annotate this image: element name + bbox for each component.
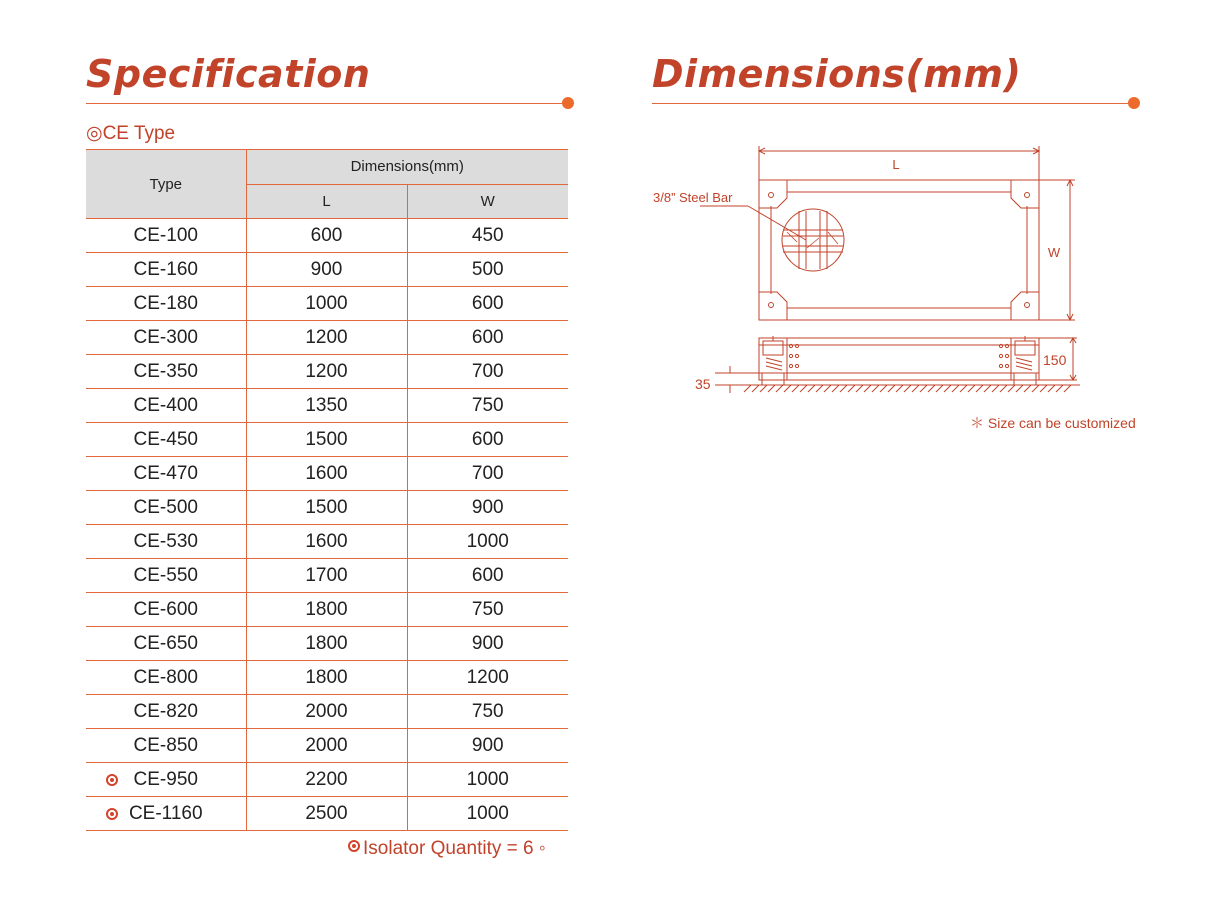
isolator-quantity-text: Isolator Quantity = 6 ◦ bbox=[363, 838, 546, 859]
width-cell: 750 bbox=[407, 593, 568, 627]
specification-title: Specification bbox=[86, 52, 371, 96]
clearance-label: 35 bbox=[695, 376, 711, 392]
width-cell: 900 bbox=[407, 627, 568, 661]
type-value: CE-650 bbox=[133, 632, 198, 654]
type-value: CE-550 bbox=[133, 564, 198, 586]
width-cell: 900 bbox=[407, 729, 568, 763]
length-cell: 1800 bbox=[246, 661, 407, 695]
width-cell: 600 bbox=[407, 559, 568, 593]
length-cell: 1350 bbox=[246, 389, 407, 423]
width-cell: 700 bbox=[407, 355, 568, 389]
width-cell: 700 bbox=[407, 457, 568, 491]
width-cell: 1000 bbox=[407, 797, 568, 831]
width-cell: 1000 bbox=[407, 525, 568, 559]
width-cell: 600 bbox=[407, 287, 568, 321]
steel-bar-label: 3/8” Steel Bar bbox=[653, 190, 733, 205]
table-subtitle: ◎CE Type bbox=[86, 123, 176, 144]
width-cell: 1000 bbox=[407, 763, 568, 797]
length-cell: 1200 bbox=[246, 355, 407, 389]
type-value: CE-180 bbox=[133, 292, 198, 314]
type-value: CE-300 bbox=[133, 326, 198, 348]
width-cell: 750 bbox=[407, 695, 568, 729]
width-label: W bbox=[1047, 245, 1061, 260]
type-value: CE-450 bbox=[133, 428, 198, 450]
type-value: CE-350 bbox=[133, 360, 198, 382]
frame-side-view bbox=[759, 336, 1039, 385]
height-label: 150 bbox=[1043, 352, 1067, 368]
header-width: W bbox=[407, 184, 568, 219]
ground-line bbox=[740, 385, 1080, 392]
length-cell: 2000 bbox=[246, 695, 407, 729]
length-cell: 1800 bbox=[246, 627, 407, 661]
clearance-dimension-line bbox=[715, 366, 759, 393]
length-cell: 1600 bbox=[246, 457, 407, 491]
type-value: CE-160 bbox=[133, 258, 198, 280]
width-cell: 600 bbox=[407, 423, 568, 457]
type-value: CE-820 bbox=[133, 700, 198, 722]
width-cell: 900 bbox=[407, 491, 568, 525]
type-value: CE-530 bbox=[133, 530, 198, 552]
length-cell: 2200 bbox=[246, 763, 407, 797]
steel-bar-detail bbox=[782, 209, 844, 271]
header-length: L bbox=[246, 184, 407, 219]
length-cell: 1500 bbox=[246, 491, 407, 525]
length-cell: 1200 bbox=[246, 321, 407, 355]
type-value: CE-500 bbox=[133, 496, 198, 518]
type-value: CE-850 bbox=[133, 734, 198, 756]
type-value: CE-950 bbox=[133, 768, 198, 790]
length-cell: 1000 bbox=[246, 287, 407, 321]
header-dimensions: Dimensions(mm) bbox=[246, 150, 568, 185]
dimensions-title: Dimensions(mm) bbox=[652, 52, 1022, 96]
length-cell: 600 bbox=[246, 219, 407, 253]
width-cell: 1200 bbox=[407, 661, 568, 695]
length-cell: 1800 bbox=[246, 593, 407, 627]
type-value: CE-800 bbox=[133, 666, 198, 688]
customization-note: ＊ Size can be customized bbox=[970, 415, 1136, 431]
type-value: CE-600 bbox=[133, 598, 198, 620]
length-label: L bbox=[892, 157, 900, 172]
length-cell: 1500 bbox=[246, 423, 407, 457]
type-value: CE-470 bbox=[133, 462, 198, 484]
type-value: CE-100 bbox=[133, 224, 198, 246]
width-cell: 750 bbox=[407, 389, 568, 423]
frame-top-view bbox=[759, 180, 1039, 320]
length-cell: 900 bbox=[246, 253, 407, 287]
length-cell: 1700 bbox=[246, 559, 407, 593]
width-cell: 500 bbox=[407, 253, 568, 287]
width-cell: 600 bbox=[407, 321, 568, 355]
length-cell: 1600 bbox=[246, 525, 407, 559]
type-value: CE-400 bbox=[133, 394, 198, 416]
type-value: CE-1160 bbox=[128, 802, 203, 824]
header-type: Type bbox=[86, 150, 246, 219]
length-cell: 2500 bbox=[246, 797, 407, 831]
width-cell: 450 bbox=[407, 219, 568, 253]
length-cell: 2000 bbox=[246, 729, 407, 763]
